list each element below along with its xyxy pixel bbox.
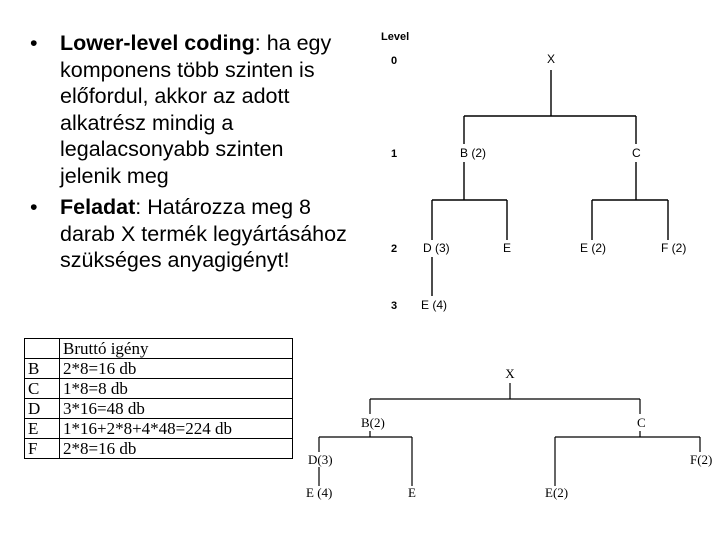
- tree1-node-e-under-c: E (2): [580, 241, 607, 255]
- table-cell-item: E: [25, 419, 60, 439]
- table-header-cell: Bruttó igény: [60, 339, 293, 359]
- table-cell-value: 2*8=16 db: [60, 439, 293, 459]
- bullet-marker: •: [30, 195, 38, 219]
- tree2-node-d: D(3): [308, 452, 333, 467]
- tree2-node-e-under-d: E (4): [306, 485, 333, 500]
- table-cell-item: C: [25, 379, 60, 399]
- table-cell-value: 1*16+2*8+4*48=224 db: [60, 419, 293, 439]
- bullet-separator: :: [135, 195, 142, 219]
- table-cell-value: 1*8=8 db: [60, 379, 293, 399]
- tree1-node-b: B (2): [460, 146, 487, 160]
- tree-levels: [381, 31, 409, 312]
- level-title: Level: [381, 31, 410, 43]
- tree2-nodes: [306, 366, 712, 500]
- tree1-node-c: C: [632, 146, 641, 160]
- bullet-text: Határozza meg 8 darab X termék legyártásához szükséges anyagigényt!: [60, 195, 347, 272]
- bullet-term: Feladat: [60, 195, 136, 219]
- tree1-nodes: [421, 52, 686, 312]
- tree2-node-c: C: [637, 415, 646, 430]
- table-cell-value: 2*8=16 db: [60, 359, 293, 379]
- tree1-node-f: F (2): [661, 241, 687, 255]
- level-label-1: 1: [391, 148, 398, 160]
- table-cell-value: 3*16=48 db: [60, 399, 293, 419]
- table-cell-item: D: [25, 399, 60, 419]
- tree2-connectors: [319, 383, 700, 486]
- tree1-node-x: X: [546, 52, 556, 66]
- bullet-term: Lower-level coding: [60, 31, 255, 55]
- table-cell-item: B: [25, 359, 60, 379]
- tree2-node-x: X: [505, 366, 515, 381]
- tree2-node-f: F(2): [690, 452, 713, 467]
- tree2-node-b: B(2): [361, 415, 385, 430]
- bullet-text: ha egy komponens több szinten is előfordul, akkor az adott alkatrész mindig a legalacsonyabb szinten jelenik meg: [60, 31, 332, 188]
- bullet-marker: •: [30, 31, 38, 55]
- tree1-node-d: D (3): [423, 241, 450, 255]
- bullet-separator: :: [254, 31, 261, 55]
- level-label-3: 3: [391, 300, 398, 312]
- level-label-0: 0: [391, 55, 398, 67]
- table-cell-item: F: [25, 439, 60, 459]
- tree1-node-e-under-b: E: [503, 241, 512, 255]
- tree1-node-e-under-d: E (4): [421, 298, 448, 312]
- tree2-node-e-under-c: E(2): [545, 485, 569, 500]
- tree2-node-e-under-b: E: [408, 485, 416, 500]
- tree1-connectors: [432, 70, 668, 296]
- level-label-2: 2: [391, 243, 398, 255]
